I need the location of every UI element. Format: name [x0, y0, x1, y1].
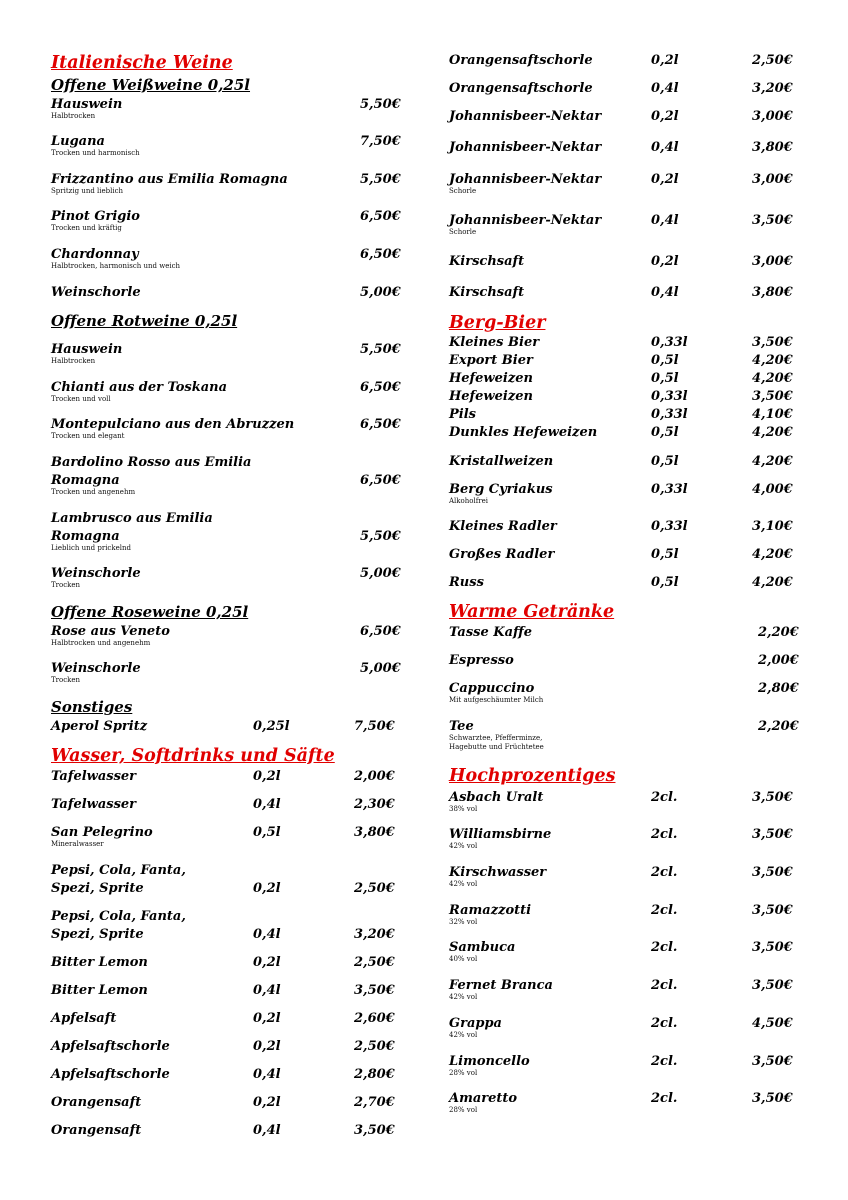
menu-item	[449, 719, 799, 749]
item-volume: 2cl.	[651, 1016, 678, 1031]
item-price: 2,00€	[758, 653, 799, 668]
item-volume: 0,5l	[651, 547, 679, 562]
item-name: Chianti aus der Toskana	[51, 380, 228, 395]
menu-item	[449, 254, 799, 284]
item-name: Hefeweizen	[449, 389, 533, 404]
item-price: 7,50€	[354, 719, 395, 734]
item-name: Orangensaft	[51, 1123, 142, 1138]
menu-item	[51, 511, 401, 552]
item-name: Großes Radler	[449, 547, 555, 562]
item-price: 7,50€	[360, 134, 401, 149]
menu-item	[51, 1039, 401, 1069]
menu-item	[51, 1123, 401, 1153]
item-name: Weinschorle	[51, 661, 141, 676]
item-name: Sambuca	[449, 940, 516, 955]
item-name: Bitter Lemon	[51, 983, 148, 998]
item-volume: 0,4l	[253, 1123, 281, 1138]
item-price: 4,00€	[752, 482, 793, 497]
item-price: 3,50€	[752, 213, 793, 228]
item-volume: 0,2l	[651, 254, 679, 269]
item-description: Spritzig und lieblich	[51, 187, 124, 195]
item-price: 3,50€	[752, 1054, 793, 1069]
menu-item	[449, 681, 799, 711]
item-price: 3,00€	[752, 109, 793, 124]
item-price: 3,50€	[752, 1091, 793, 1106]
item-name: Espresso	[449, 653, 514, 668]
menu-item	[449, 1054, 799, 1084]
item-name: Hauswein	[51, 97, 123, 112]
item-price: 5,50€	[360, 172, 401, 187]
item-description: Lieblich und prickelnd	[51, 544, 131, 552]
section-title-hochprozentiges: Hochprozentiges	[449, 766, 616, 786]
item-volume: 2cl.	[651, 903, 678, 918]
item-price: 2,80€	[354, 1067, 395, 1082]
menu-item	[449, 140, 799, 170]
item-name: Williamsbirne	[449, 827, 552, 842]
item-price: 2,80€	[758, 681, 799, 696]
item-price: 2,50€	[752, 53, 793, 68]
item-name: Fernet Branca	[449, 978, 553, 993]
item-volume: 0,2l	[651, 172, 679, 187]
menu-item	[449, 547, 799, 577]
item-description: 42% vol	[449, 842, 478, 850]
menu-item	[449, 625, 799, 655]
item-price: 3,10€	[752, 519, 793, 534]
menu-item	[449, 482, 799, 512]
item-volume: 0,2l	[253, 1095, 281, 1110]
menu-item	[449, 53, 799, 83]
item-name: Export Bier	[449, 353, 533, 368]
item-volume: 0,4l	[253, 983, 281, 998]
item-volume: 0,5l	[651, 353, 679, 368]
item-name: Cappuccino	[449, 681, 535, 696]
item-price: 3,50€	[354, 983, 395, 998]
item-name-line2: Romagna	[51, 473, 120, 488]
menu-item	[449, 790, 799, 820]
item-name: Pinot Grigio	[51, 209, 140, 224]
item-name: Apfelsaftschorle	[51, 1067, 170, 1082]
item-description: Trocken	[51, 581, 81, 589]
menu-item	[449, 81, 799, 111]
item-description: 28% vol	[449, 1069, 478, 1077]
item-volume: 0,5l	[253, 825, 281, 840]
item-volume: 0,2l	[253, 881, 281, 896]
item-name: Bitter Lemon	[51, 955, 148, 970]
item-name: Tasse Kaffe	[449, 625, 533, 640]
item-price: 2,70€	[354, 1095, 395, 1110]
menu-item	[51, 380, 401, 410]
item-volume: 0,4l	[651, 81, 679, 96]
menu-item	[51, 455, 401, 496]
item-price: 4,10€	[752, 407, 793, 422]
item-price: 2,50€	[354, 881, 395, 896]
menu-item	[449, 575, 799, 605]
item-price: 2,20€	[758, 719, 799, 734]
item-name: Russ	[449, 575, 484, 590]
item-name: Frizzantino aus Emilia Romagna	[51, 172, 288, 187]
menu-item	[51, 172, 401, 202]
item-price: 6,50€	[360, 417, 401, 432]
item-price: 3,20€	[752, 81, 793, 96]
item-description: Alkoholfrei	[449, 497, 489, 505]
item-name: Dunkles Hefeweizen	[449, 425, 598, 440]
item-volume: 0,5l	[651, 425, 679, 440]
item-volume: 0,2l	[253, 769, 281, 784]
item-price: 5,50€	[360, 529, 401, 544]
item-price: 3,50€	[752, 389, 793, 404]
menu-item	[449, 978, 799, 1008]
item-name: Johannisbeer-Nektar	[449, 140, 602, 155]
menu-item	[51, 661, 401, 691]
subsection-title-rotwein: Offene Rotweine 0,25l	[51, 312, 238, 330]
item-name: Hefeweizen	[449, 371, 533, 386]
item-name: Lambrusco aus Emilia	[51, 511, 213, 526]
item-description: 42% vol	[449, 1031, 478, 1039]
item-price: 3,50€	[752, 335, 793, 350]
item-name: Orangensaft	[51, 1095, 142, 1110]
menu-item	[51, 797, 401, 827]
item-volume: 0,5l	[651, 575, 679, 590]
item-name: Montepulciano aus den Abruzzen	[51, 417, 295, 432]
item-name: Pepsi, Cola, Fanta,	[51, 863, 186, 878]
item-volume: 0,4l	[253, 797, 281, 812]
item-volume: 0,33l	[651, 482, 688, 497]
menu-item	[51, 417, 401, 447]
subsection-title-weisswein: Offene Weißweine 0,25l	[51, 76, 251, 94]
item-price: 6,50€	[360, 473, 401, 488]
item-volume: 2cl.	[651, 1091, 678, 1106]
item-volume: 0,2l	[253, 1039, 281, 1054]
section-title-italienische-weine: Italienische Weine	[51, 53, 233, 73]
item-price: 3,80€	[752, 140, 793, 155]
item-name: Weinschorle	[51, 285, 141, 300]
section-title-wasser: Wasser, Softdrinks und Säfte	[51, 746, 335, 766]
item-name: Weinschorle	[51, 566, 141, 581]
item-price: 3,80€	[752, 285, 793, 300]
item-volume: 2cl.	[651, 790, 678, 805]
item-name: Pepsi, Cola, Fanta,	[51, 909, 186, 924]
item-description: 28% vol	[449, 1106, 478, 1114]
item-description: Trocken	[51, 676, 81, 684]
item-price: 3,80€	[354, 825, 395, 840]
menu-item	[51, 825, 401, 855]
item-description: Trocken und kräftig	[51, 224, 122, 232]
item-name: San Pelegrino	[51, 825, 153, 840]
item-name-line2: Spezi, Sprite	[51, 927, 144, 942]
item-description: Mineralwasser	[51, 840, 104, 848]
section-title-berg-bier: Berg-Bier	[449, 313, 546, 333]
menu-item	[449, 827, 799, 857]
item-price: 2,20€	[758, 625, 799, 640]
item-description: Trocken und angenehm	[51, 488, 136, 496]
item-name: Kleines Radler	[449, 519, 557, 534]
item-volume: 2cl.	[651, 940, 678, 955]
item-volume: 0,5l	[651, 454, 679, 469]
item-price: 5,00€	[360, 285, 401, 300]
item-name: Aperol Spritz	[51, 719, 148, 734]
menu-item	[51, 769, 401, 799]
menu-item	[51, 1067, 401, 1097]
section-title-warme-getraenke: Warme Getränke	[449, 602, 615, 622]
item-price: 5,00€	[360, 566, 401, 581]
item-name: Orangensaftschorle	[449, 81, 593, 96]
item-volume: 2cl.	[651, 865, 678, 880]
menu-item	[449, 285, 799, 315]
item-volume: 2cl.	[651, 978, 678, 993]
item-description: Halbtrocken	[51, 357, 96, 365]
item-description: Trocken und elegant	[51, 432, 125, 440]
item-name: Tafelwasser	[51, 769, 137, 784]
menu-item	[51, 719, 401, 749]
item-name-line2: Romagna	[51, 529, 120, 544]
item-description: 40% vol	[449, 955, 478, 963]
item-description: Halbtrocken, harmonisch und weich	[51, 262, 181, 270]
item-price: 3,50€	[752, 790, 793, 805]
menu-item	[449, 213, 799, 243]
item-price: 2,60€	[354, 1011, 395, 1026]
item-description: Trocken und voll	[51, 395, 111, 403]
item-name: Apfelsaft	[51, 1011, 117, 1026]
menu-item	[51, 209, 401, 239]
item-description: Schorle	[449, 187, 477, 195]
menu-item	[449, 1016, 799, 1046]
menu-item	[449, 172, 799, 202]
menu-item	[51, 97, 401, 127]
item-description: Halbtrocken und angenehm	[51, 639, 151, 647]
item-description: 42% vol	[449, 880, 478, 888]
item-name: Orangensaftschorle	[449, 53, 593, 68]
item-name: Amaretto	[449, 1091, 518, 1106]
item-name: Berg Cyriakus	[449, 482, 553, 497]
item-description: 32% vol	[449, 918, 478, 926]
item-price: 3,50€	[752, 978, 793, 993]
item-name: Grappa	[449, 1016, 502, 1031]
item-name: Tafelwasser	[51, 797, 137, 812]
menu-item	[449, 940, 799, 970]
menu-item	[51, 1011, 401, 1041]
item-price: 4,20€	[752, 425, 793, 440]
item-price: 5,00€	[360, 661, 401, 676]
item-description: 42% vol	[449, 993, 478, 1001]
menu-item	[449, 425, 799, 455]
item-volume: 0,2l	[253, 1011, 281, 1026]
item-price: 3,50€	[752, 827, 793, 842]
item-name: Bardolino Rosso aus Emilia	[51, 455, 252, 470]
item-price: 2,30€	[354, 797, 395, 812]
item-volume: 0,5l	[651, 371, 679, 386]
item-volume: 0,25l	[253, 719, 290, 734]
item-name: Kirschwasser	[449, 865, 547, 880]
item-name: Tee	[449, 719, 474, 734]
item-volume: 0,2l	[651, 109, 679, 124]
menu-item	[51, 983, 401, 1013]
item-name-line2: Spezi, Sprite	[51, 881, 144, 896]
item-volume: 0,4l	[253, 927, 281, 942]
menu-item	[449, 454, 799, 484]
menu-item	[449, 109, 799, 139]
item-price: 3,50€	[752, 940, 793, 955]
menu-item	[51, 247, 401, 277]
item-name: Johannisbeer-Nektar	[449, 109, 602, 124]
item-description: Mit aufgeschäumter Milch	[449, 696, 544, 704]
menu-item	[51, 285, 401, 315]
item-price: 3,50€	[752, 903, 793, 918]
menu-item	[51, 566, 401, 596]
item-name: Kleines Bier	[449, 335, 540, 350]
item-price: 4,20€	[752, 454, 793, 469]
item-description: Schwarztee, Pfefferminze,	[449, 734, 543, 742]
item-name: Limoncello	[449, 1054, 530, 1069]
item-name: Kristallweizen	[449, 454, 554, 469]
item-name: Johannisbeer-Nektar	[449, 213, 602, 228]
menu-item	[51, 955, 401, 985]
menu-item	[51, 863, 401, 896]
item-price: 3,00€	[752, 254, 793, 269]
item-name: Ramazzotti	[449, 903, 532, 918]
item-volume: 0,2l	[253, 955, 281, 970]
item-name: Asbach Uralt	[449, 790, 544, 805]
item-volume: 0,33l	[651, 335, 688, 350]
item-volume: 2cl.	[651, 827, 678, 842]
item-volume: 0,4l	[651, 140, 679, 155]
item-volume: 2cl.	[651, 1054, 678, 1069]
item-price: 6,50€	[360, 209, 401, 224]
item-price: 4,20€	[752, 371, 793, 386]
item-price: 3,20€	[354, 927, 395, 942]
item-price: 3,50€	[752, 865, 793, 880]
item-price: 5,50€	[360, 97, 401, 112]
item-price: 3,00€	[752, 172, 793, 187]
subsection-title-rosewein: Offene Roseweine 0,25l	[51, 603, 249, 621]
item-price: 5,50€	[360, 342, 401, 357]
item-description: 38% vol	[449, 805, 478, 813]
item-name: Johannisbeer-Nektar	[449, 172, 602, 187]
item-volume: 0,33l	[651, 519, 688, 534]
item-name: Rose aus Veneto	[51, 624, 170, 639]
menu-item	[449, 1091, 799, 1121]
item-name: Hauswein	[51, 342, 123, 357]
item-price: 6,50€	[360, 380, 401, 395]
menu-item	[51, 134, 401, 164]
item-volume: 0,2l	[651, 53, 679, 68]
item-name: Lugana	[51, 134, 105, 149]
item-name: Pils	[449, 407, 476, 422]
item-volume: 0,4l	[253, 1067, 281, 1082]
menu-item	[449, 903, 799, 933]
menu-item	[51, 909, 401, 942]
item-volume: 0,4l	[651, 213, 679, 228]
item-name: Kirschsaft	[449, 254, 525, 269]
item-price: 4,20€	[752, 547, 793, 562]
item-description: Halbtrocken	[51, 112, 96, 120]
item-price: 6,50€	[360, 247, 401, 262]
item-volume: 0,33l	[651, 389, 688, 404]
item-description: Trocken und harmonisch	[51, 149, 140, 157]
item-volume: 0,33l	[651, 407, 688, 422]
item-price: 4,50€	[752, 1016, 793, 1031]
menu-item	[51, 624, 401, 654]
item-price: 3,50€	[354, 1123, 395, 1138]
menu-item	[449, 653, 799, 683]
item-name: Apfelsaftschorle	[51, 1039, 170, 1054]
menu-item	[51, 1095, 401, 1125]
menu-item	[449, 865, 799, 895]
item-name: Chardonnay	[51, 247, 139, 262]
item-price: 6,50€	[360, 624, 401, 639]
item-price: 4,20€	[752, 575, 793, 590]
menu-item	[449, 519, 799, 549]
item-price: 2,50€	[354, 955, 395, 970]
item-description: Schorle	[449, 228, 477, 236]
item-price: 2,50€	[354, 1039, 395, 1054]
item-description-line2: Hagebutte und Früchtetee	[449, 743, 544, 751]
item-price: 2,00€	[354, 769, 395, 784]
item-volume: 0,4l	[651, 285, 679, 300]
item-name: Kirschsaft	[449, 285, 525, 300]
menu-item	[51, 342, 401, 372]
item-price: 4,20€	[752, 353, 793, 368]
subsection-title-sonstiges: Sonstiges	[51, 698, 133, 716]
